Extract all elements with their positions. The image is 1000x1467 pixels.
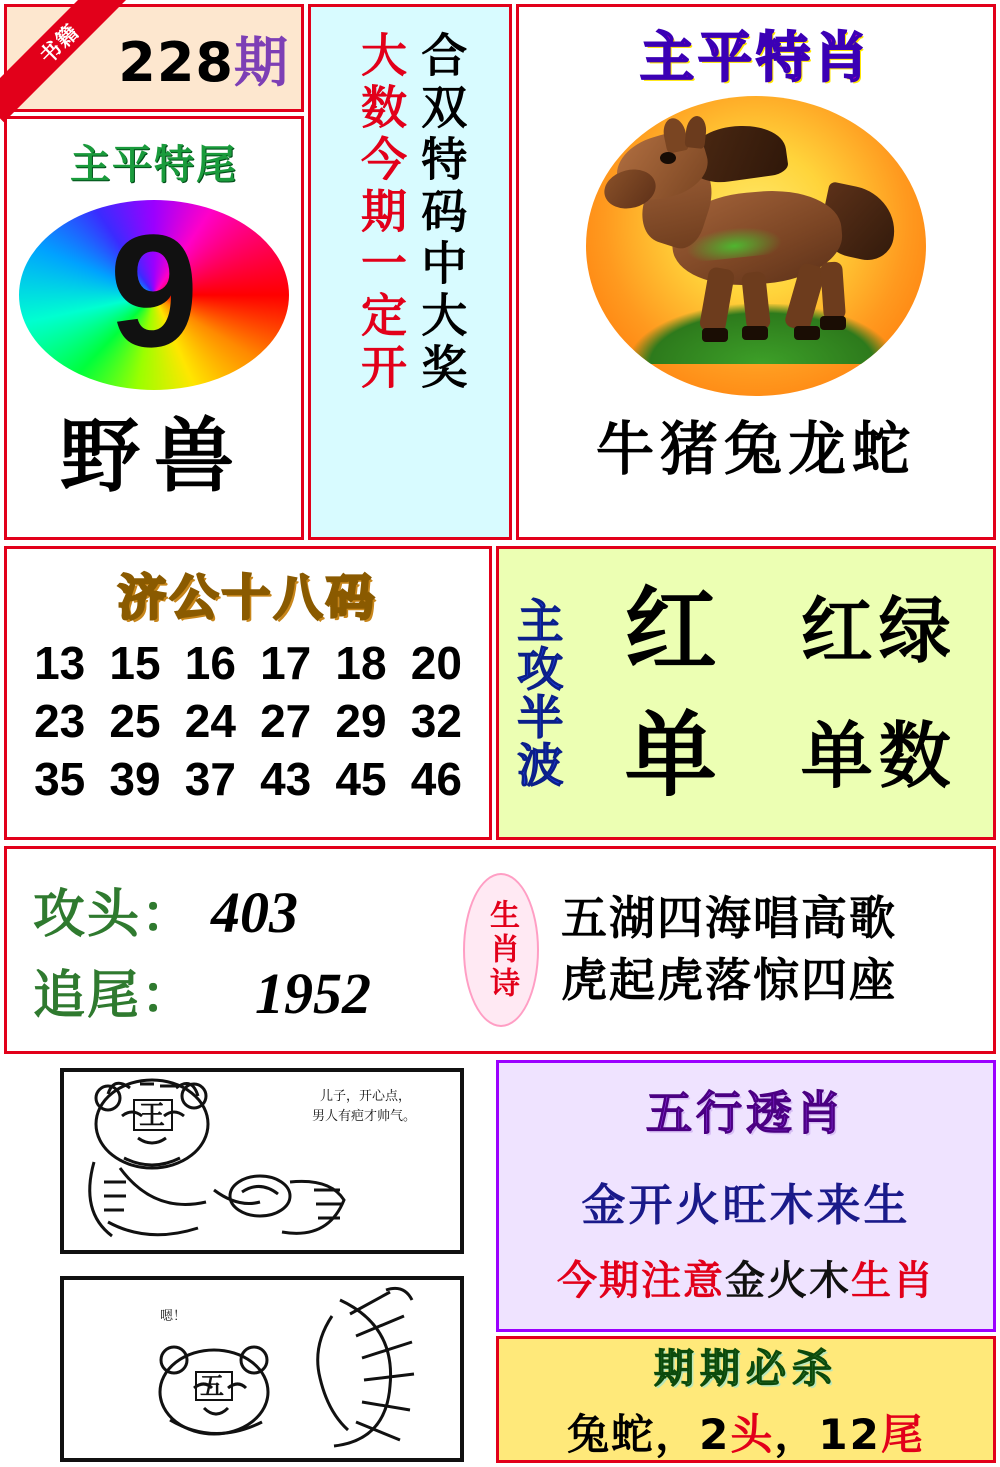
comic-bubble-1-line1: 儿子，开心点， bbox=[320, 1089, 412, 1104]
jigong-number: 39 bbox=[109, 753, 161, 805]
kill-part-d: 尾 bbox=[880, 1410, 925, 1459]
jigong-number: 23 bbox=[34, 695, 86, 747]
kill-line bbox=[567, 1402, 925, 1462]
jigong-panel bbox=[4, 546, 492, 840]
wuxing-title: 五行透肖 bbox=[646, 1086, 846, 1140]
kill-part-c: ，12 bbox=[774, 1410, 881, 1459]
kill-panel bbox=[496, 1336, 996, 1463]
ribbon-label: 书籍 bbox=[0, 0, 130, 122]
comic-bubble-2: 嗯！ bbox=[160, 1309, 187, 1324]
head-row bbox=[33, 872, 463, 947]
kill-part-a: 兔蛇，2 bbox=[567, 1410, 731, 1459]
kill-title: 期期必杀 bbox=[654, 1346, 838, 1392]
wuxing-line-2-part1: 今期注意 bbox=[557, 1258, 725, 1304]
horse-illustration bbox=[586, 96, 926, 396]
tail-value: 1952 bbox=[255, 961, 372, 1026]
comic-frame-2 bbox=[60, 1276, 464, 1462]
horse-eye bbox=[660, 152, 676, 164]
corner-ribbon bbox=[0, 0, 130, 130]
jigong-number: 25 bbox=[109, 695, 161, 747]
tiger-drawing-2 bbox=[64, 1280, 452, 1450]
jigong-number: 18 bbox=[335, 637, 387, 689]
jigong-number-grid bbox=[22, 636, 474, 806]
wuxing-line-2-part3: 生肖 bbox=[851, 1258, 935, 1304]
poem-lines bbox=[561, 888, 897, 1012]
tail-number: 9 bbox=[109, 201, 199, 380]
horse-ear-2 bbox=[684, 115, 707, 149]
poem-badge-label: 生肖诗 bbox=[484, 899, 519, 1001]
jigong-number: 46 bbox=[410, 753, 462, 805]
halfwave-panel bbox=[496, 546, 996, 840]
issue-number-text bbox=[118, 20, 301, 97]
jigong-number: 45 bbox=[335, 753, 387, 805]
jigong-number: 13 bbox=[34, 637, 86, 689]
jigong-number: 15 bbox=[109, 637, 161, 689]
jigong-number: 27 bbox=[260, 695, 312, 747]
comic-bubble-1-line2: 男人有疤才帅气。 bbox=[312, 1109, 417, 1124]
halfwave-grid bbox=[571, 568, 981, 818]
jigong-number: 29 bbox=[335, 695, 387, 747]
poem-badge bbox=[463, 873, 539, 1027]
halfwave-cell-2: 红绿 bbox=[800, 588, 957, 673]
poem-line-2: 虎起虎落惊四座 bbox=[561, 955, 897, 1006]
jigong-number: 43 bbox=[260, 753, 312, 805]
horse-leg-4 bbox=[820, 261, 846, 320]
vertical-poem-line-2: 大数今期一定开 bbox=[355, 31, 406, 395]
head-tail-values bbox=[7, 866, 463, 1034]
jigong-title: 济公十八码 bbox=[117, 570, 378, 626]
jigong-number: 24 bbox=[184, 695, 236, 747]
rainbow-ellipse bbox=[19, 200, 289, 390]
tail-label: 追尾： bbox=[33, 966, 196, 1026]
wuxing-line-2 bbox=[557, 1249, 935, 1306]
zodiac-panel bbox=[516, 4, 996, 540]
jigong-number: 17 bbox=[260, 637, 312, 689]
horse-hoof-2 bbox=[742, 326, 768, 340]
horse-hoof-3 bbox=[794, 326, 820, 340]
jigong-number: 35 bbox=[34, 753, 86, 805]
issue-number: 228 bbox=[118, 30, 234, 94]
vertical-poem-line-3: 合双特码中大奖 bbox=[415, 31, 467, 395]
jigong-number: 37 bbox=[184, 753, 236, 805]
comic-frame-1 bbox=[60, 1068, 464, 1254]
tiger-forehead-label-1: 王 bbox=[139, 1101, 166, 1131]
tiger-forehead-label-2: 五 bbox=[200, 1372, 224, 1400]
horse-hoof-1 bbox=[702, 328, 728, 342]
poem-line-1: 五湖四海唱高歌 bbox=[561, 892, 897, 944]
jigong-number: 20 bbox=[410, 637, 462, 689]
tiger-drawing-1 bbox=[64, 1072, 452, 1242]
head-tail-panel bbox=[4, 846, 996, 1054]
vertical-poem-panel bbox=[308, 4, 512, 540]
halfwave-cell-4: 单数 bbox=[800, 713, 957, 798]
jigong-number: 16 bbox=[184, 637, 236, 689]
wuxing-line-1: 金开火旺木来生 bbox=[581, 1180, 911, 1231]
head-label: 攻头： bbox=[33, 885, 196, 945]
comic-panel bbox=[4, 1060, 492, 1463]
tail-row bbox=[33, 953, 463, 1028]
halfwave-label: 主攻半波 bbox=[510, 597, 565, 789]
issue-unit: 期 bbox=[234, 30, 289, 94]
halfwave-cell-1: 红 bbox=[624, 576, 723, 684]
tail-title: 主平特尾 bbox=[70, 142, 238, 188]
wuxing-panel bbox=[496, 1060, 996, 1332]
zodiac-animals: 牛猪兔龙蛇 bbox=[595, 415, 916, 483]
wuxing-line-2-part2: 金火木 bbox=[725, 1258, 851, 1304]
halfwave-cell-3: 单 bbox=[624, 701, 723, 809]
jigong-number: 32 bbox=[410, 695, 462, 747]
tail-word: 野兽 bbox=[60, 410, 248, 503]
kill-part-b: 头 bbox=[730, 1410, 775, 1459]
zodiac-title: 主平特肖 bbox=[640, 26, 872, 89]
horse-hoof-4 bbox=[820, 316, 846, 330]
tail-panel bbox=[4, 116, 304, 540]
head-value: 403 bbox=[211, 880, 299, 945]
